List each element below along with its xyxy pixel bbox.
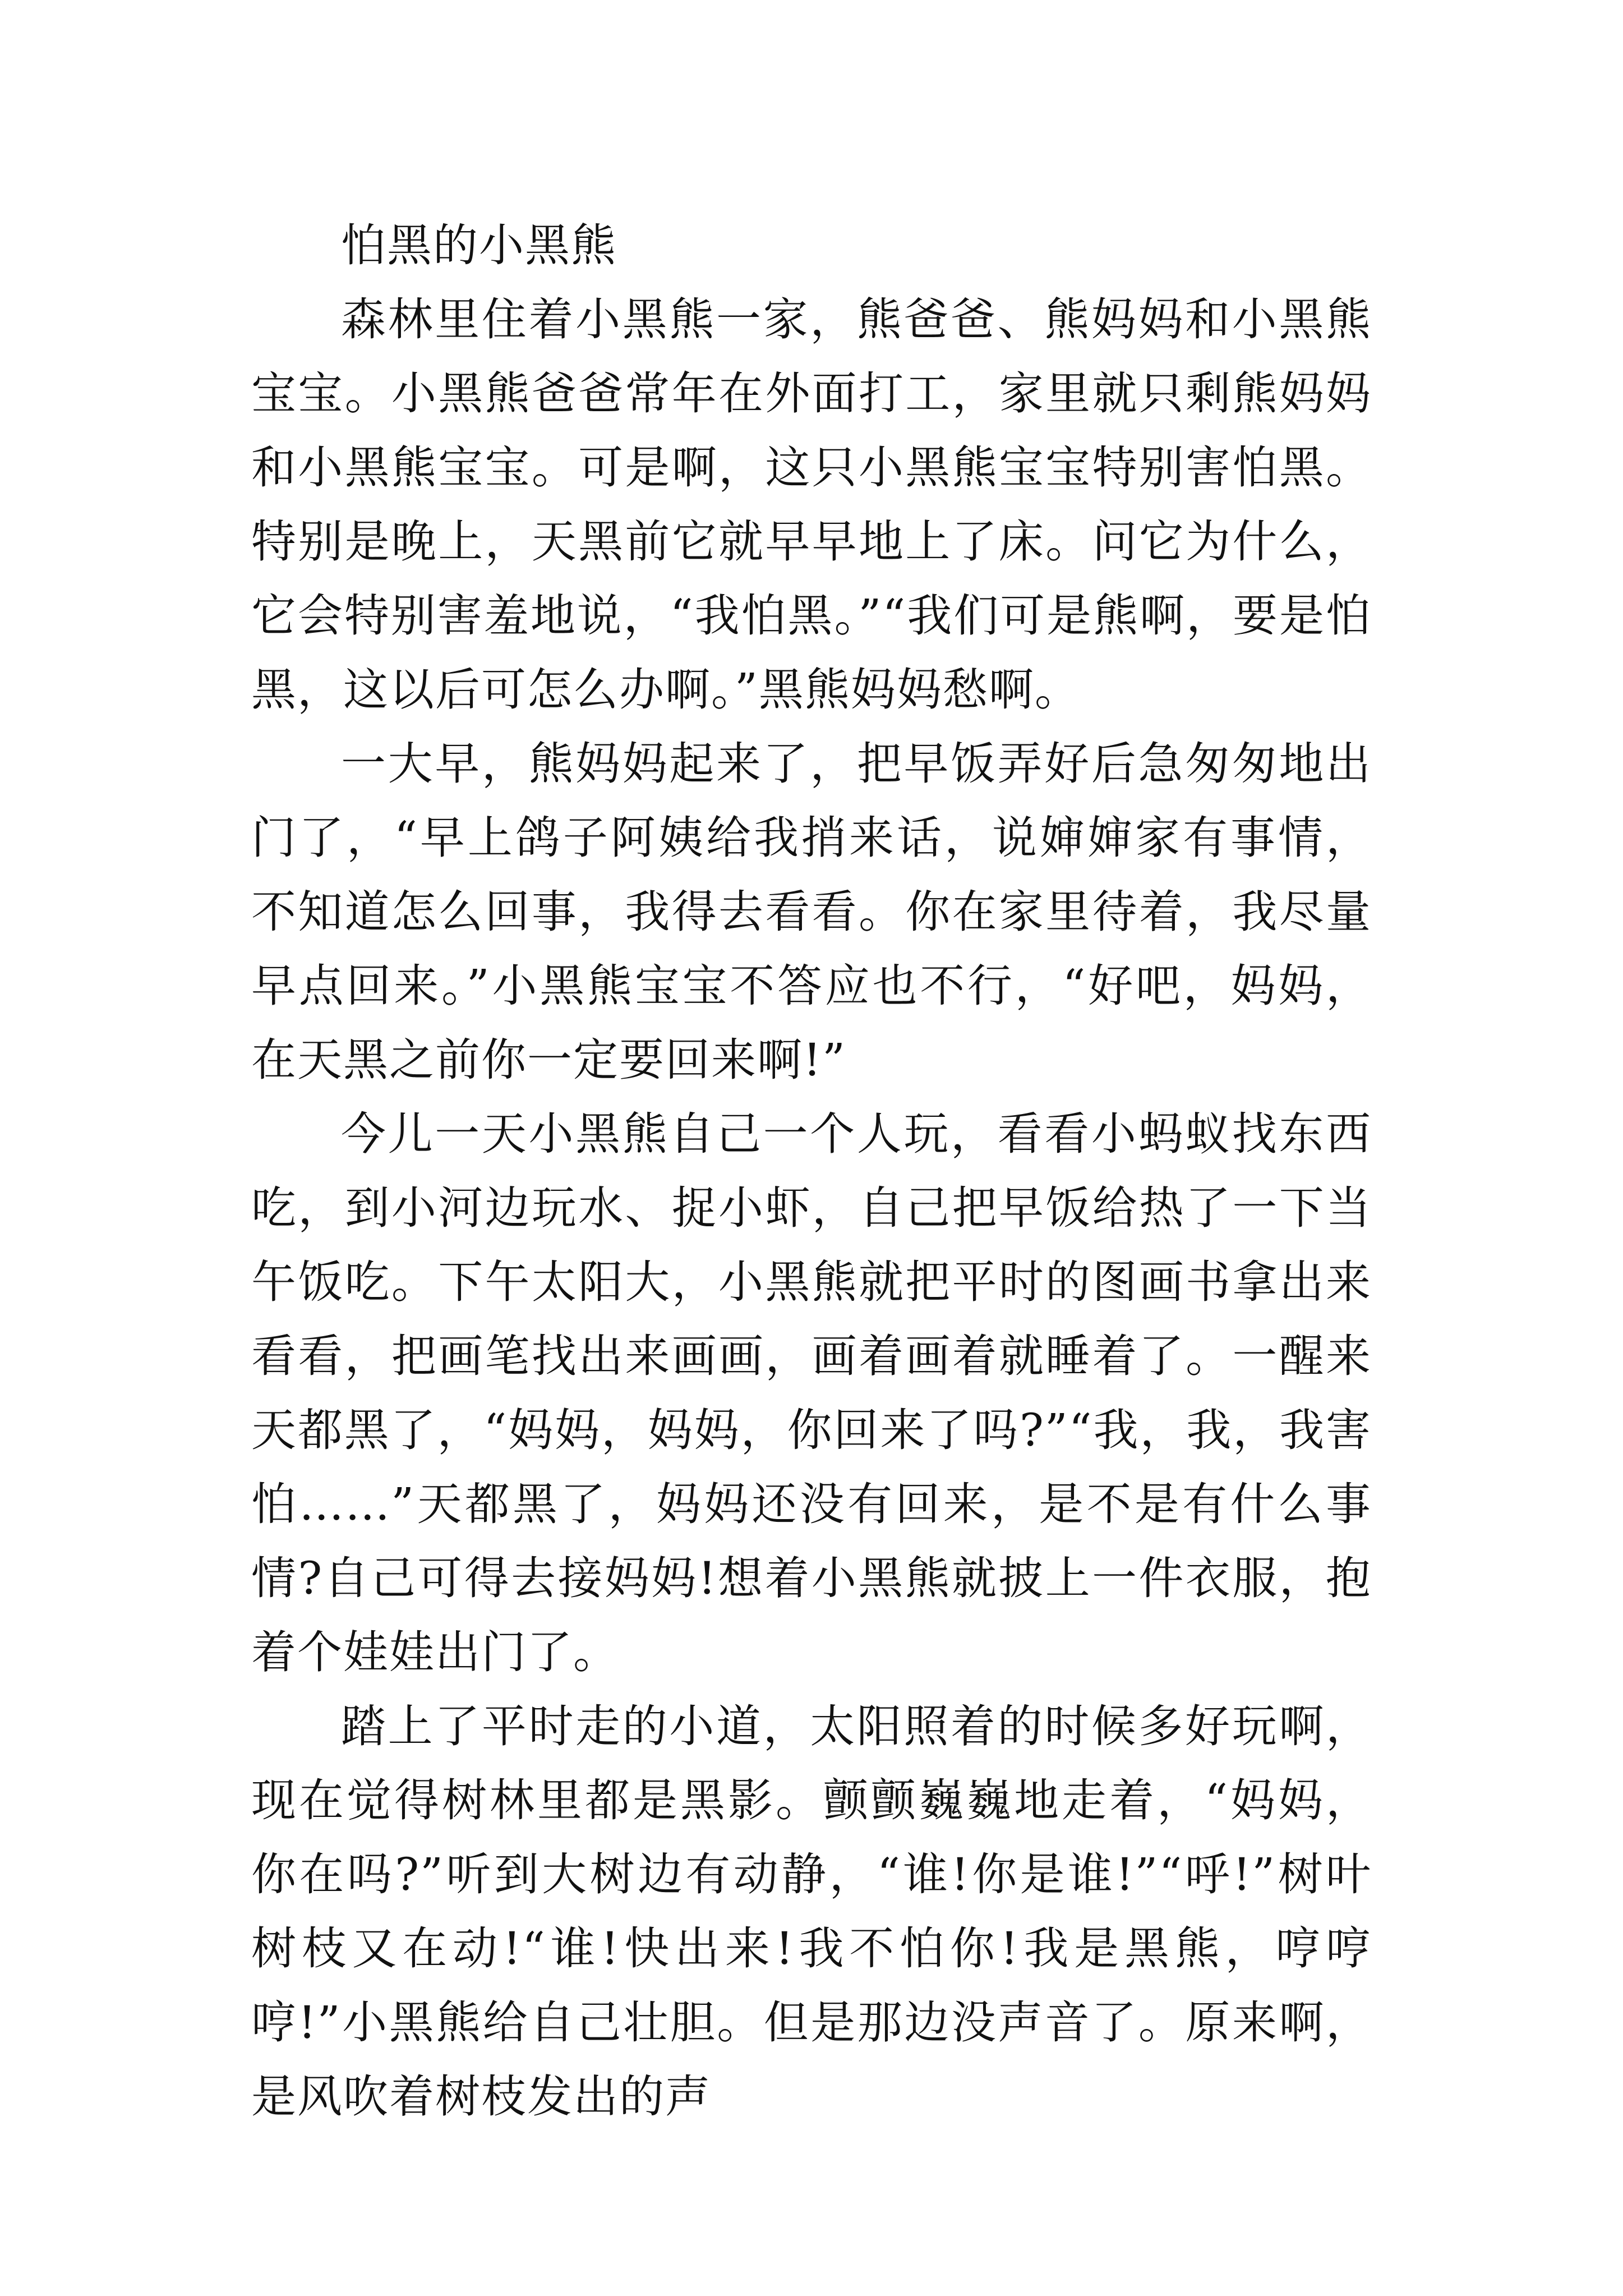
paragraph-4: 踏上了平时走的小道，太阳照着的时候多好玩啊，现在觉得树林里都是黑影。颤颤巍巍地走着，“妈妈，你在吗?”听到大树边有动静，“谁!你是谁!”“呼!”树叶树枝又在动!“谁!快出来!我不怕你!我是黑熊，哼哼哼!”小黑熊给自己壮胆。但是那边没声音了。原来啊，是风吹着树枝发出的声 — [251, 1700, 1372, 2123]
paragraph-1: 森林里住着小黑熊一家，熊爸爸、熊妈妈和小黑熊宝宝。小黑熊爸爸常年在外面打工，家里就只剩熊妈妈和小黑熊宝宝。可是啊，这只小黑熊宝宝特别害怕黑。特别是晚上，天黑前它就早早地上了床。问它为什么，它会特别害羞地说，“我怕黑。”“我们可是熊啊，要是怕黑，这以后可怎么办啊。”黑熊妈妈愁啊。 — [251, 293, 1372, 716]
document-body — [251, 209, 1372, 2134]
document-title: 怕黑的小黑熊 — [341, 219, 617, 272]
paragraph-3: 今儿一天小黑熊自己一个人玩，看看小蚂蚁找东西吃，到小河边玩水、捉小虾，自己把早饭给热了一下当午饭吃。下午太阳大，小黑熊就把平时的图画书拿出来看看，把画笔找出来画画，画着画着就睡着了。一醒来天都黑了，“妈妈，妈妈，你回来了吗?”“我，我，我害怕……”天都黑了，妈妈还没有回来，是不是有什么事情?自己可得去接妈妈!想着小黑熊就披上一件衣服，抱着个娃娃出门了。 — [251, 1108, 1372, 1678]
paragraph-2: 一大早，熊妈妈起来了，把早饭弄好后急匆匆地出门了，“早上鸽子阿姨给我捎来话，说婶婶家有事情，不知道怎么回事，我得去看看。你在家里待着，我尽量早点回来。”小黑熊宝宝不答应也不行，“好吧，妈妈，在天黑之前你一定要回来啊!” — [251, 738, 1372, 1086]
